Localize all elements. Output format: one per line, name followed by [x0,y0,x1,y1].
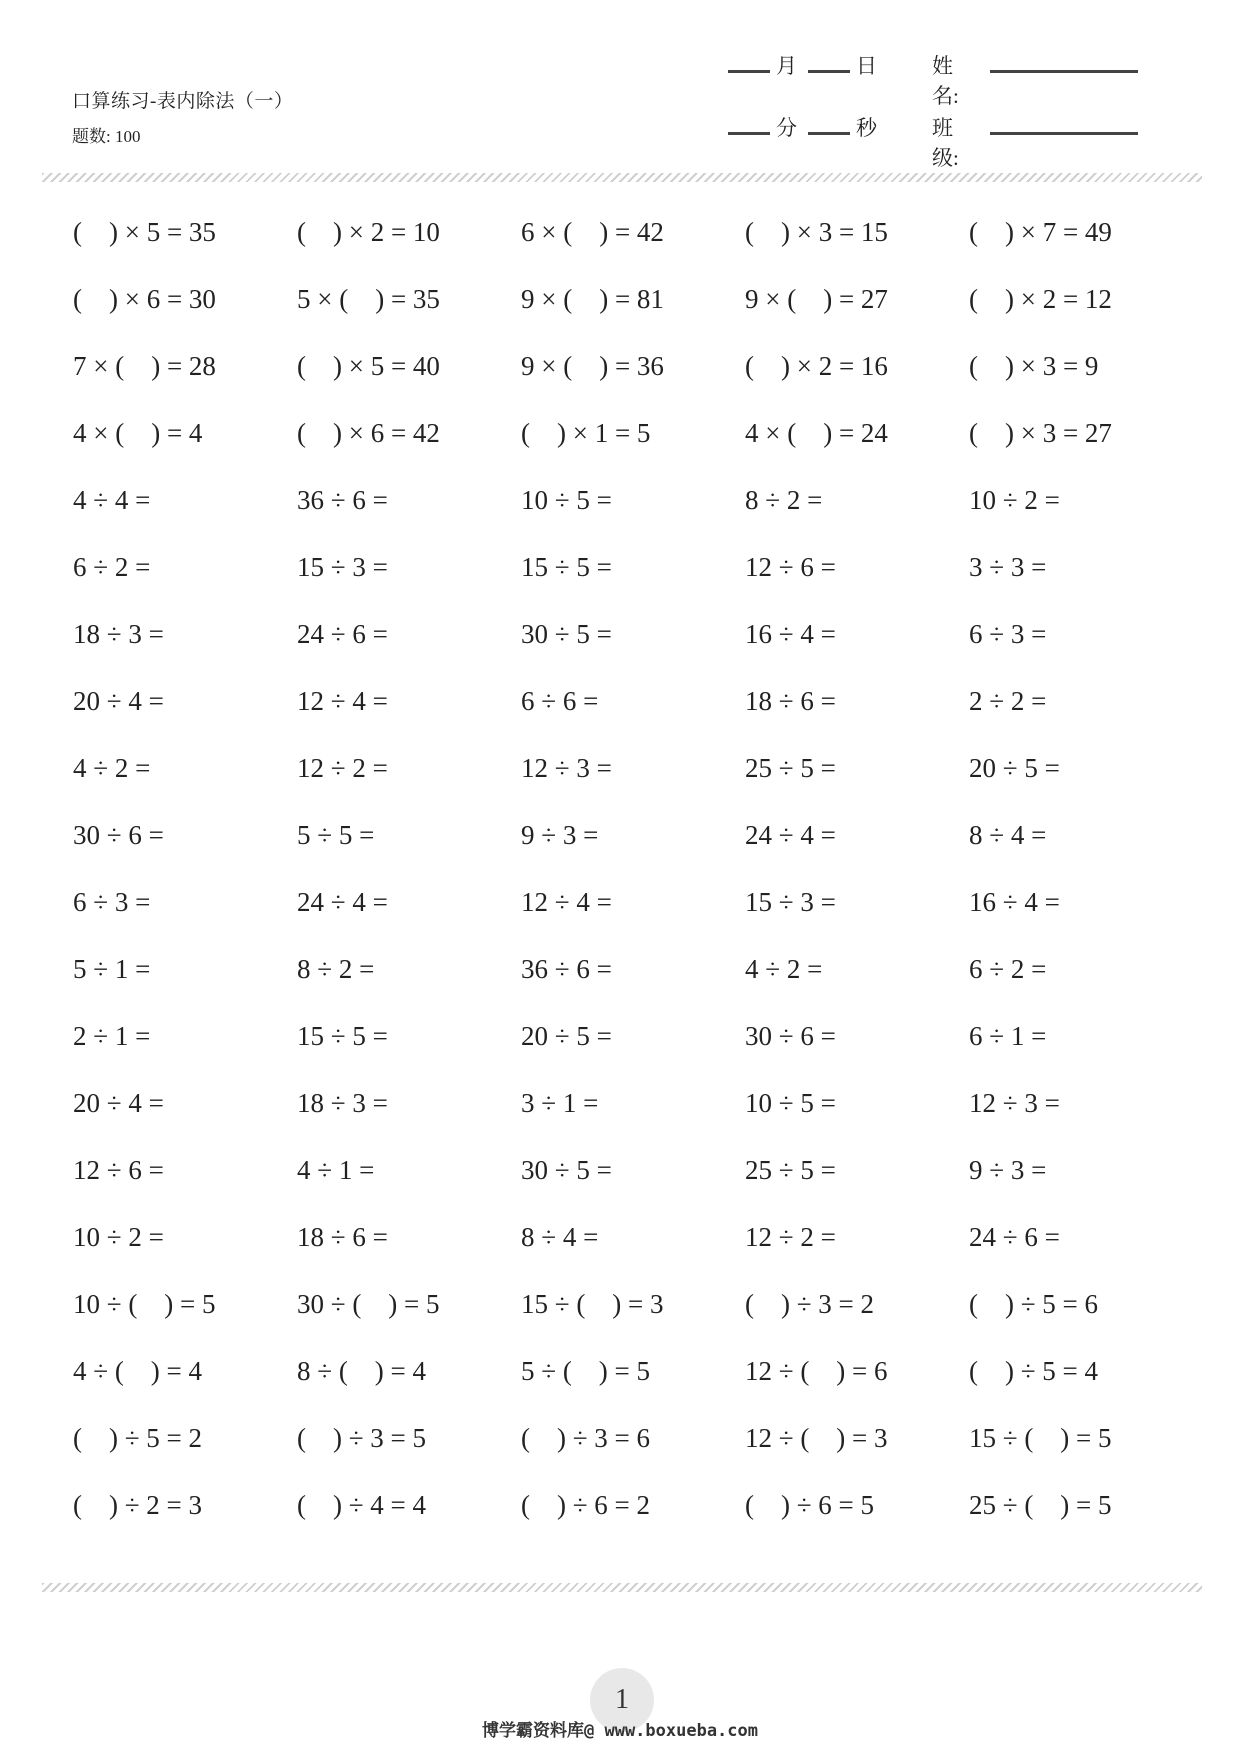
problem-item: 12 ÷ 6 = [73,1155,164,1185]
problem-item: 15 ÷ 3 = [745,887,836,917]
minute-label: 分 [776,116,797,140]
second-blank[interactable] [808,132,850,135]
problem-item: 12 ÷ 4 = [297,686,388,716]
problem-item: 12 ÷ ( ) = 3 [745,1423,888,1453]
problem-item: ( ) × 3 = 27 [969,418,1112,448]
problem-item: 5 ÷ 5 = [297,820,375,850]
problem-item: 24 ÷ 6 = [297,619,388,649]
problem-item: ( ) ÷ 3 = 2 [745,1289,875,1319]
problem-item: 10 ÷ 2 = [73,1222,164,1252]
problem-item: 25 ÷ 5 = [745,1155,836,1185]
problem-item: 6 ÷ 2 = [969,954,1047,984]
problem-item: 7 × ( ) = 28 [73,351,216,381]
watermark-footer: 博学霸资料库@ www.boxueba.com [482,1721,758,1741]
problem-item: 18 ÷ 3 = [297,1088,388,1118]
problem-item: ( ) ÷ 5 = 6 [969,1289,1099,1319]
name-label: 姓名: [932,54,959,108]
problem-item: 30 ÷ ( ) = 5 [297,1289,440,1319]
problem-item: 4 ÷ 2 = [73,753,151,783]
problem-item: 9 × ( ) = 36 [521,351,664,381]
problem-item: 12 ÷ 4 = [521,887,612,917]
month-blank[interactable] [728,70,770,73]
problem-item: 2 ÷ 1 = [73,1021,151,1051]
problem-item: ( ) × 3 = 15 [745,217,888,247]
problem-item: ( ) × 3 = 9 [969,351,1099,381]
problem-item: ( ) × 2 = 16 [745,351,888,381]
problem-item: 5 ÷ 1 = [73,954,151,984]
problem-item: 8 ÷ 2 = [297,954,375,984]
problem-item: 2 ÷ 2 = [969,686,1047,716]
class-blank[interactable] [990,132,1138,135]
name-blank[interactable] [990,70,1138,73]
problem-item: 4 ÷ 2 = [745,954,823,984]
problem-item: 20 ÷ 4 = [73,1088,164,1118]
problem-item: 18 ÷ 6 = [745,686,836,716]
problem-item: 3 ÷ 1 = [521,1088,599,1118]
problem-item: 8 ÷ 2 = [745,485,823,515]
problem-item: 12 ÷ 3 = [521,753,612,783]
problem-item: 10 ÷ 5 = [745,1088,836,1118]
problem-item: 18 ÷ 6 = [297,1222,388,1252]
problem-item: 24 ÷ 6 = [969,1222,1060,1252]
problem-item: 4 ÷ 1 = [297,1155,375,1185]
problem-item: 9 × ( ) = 81 [521,284,664,314]
day-blank[interactable] [808,70,850,73]
problem-item: 12 ÷ 2 = [745,1222,836,1252]
problem-item: ( ) × 2 = 12 [969,284,1112,314]
problem-item: 15 ÷ ( ) = 3 [521,1289,664,1319]
problem-item: 10 ÷ 2 = [969,485,1060,515]
problem-item: 12 ÷ ( ) = 6 [745,1356,888,1386]
top-divider [42,173,1202,182]
problem-item: 20 ÷ 5 = [521,1021,612,1051]
problem-item: ( ) ÷ 5 = 2 [73,1423,203,1453]
problem-item: 30 ÷ 6 = [745,1021,836,1051]
problem-item: 6 ÷ 6 = [521,686,599,716]
problem-item: ( ) ÷ 4 = 4 [297,1490,427,1520]
problem-item: 30 ÷ 5 = [521,1155,612,1185]
problem-item: 9 ÷ 3 = [969,1155,1047,1185]
problem-item: ( ) ÷ 6 = 2 [521,1490,651,1520]
problem-item: 4 × ( ) = 24 [745,418,888,448]
problem-item: 15 ÷ 5 = [521,552,612,582]
problem-item: 16 ÷ 4 = [969,887,1060,917]
problem-item: ( ) ÷ 3 = 5 [297,1423,427,1453]
class-label: 班级: [932,116,959,170]
problem-item: ( ) × 5 = 35 [73,217,216,247]
problem-item: 6 × ( ) = 42 [521,217,664,247]
problem-item: 4 ÷ ( ) = 4 [73,1356,203,1386]
problem-item: ( ) ÷ 5 = 4 [969,1356,1099,1386]
page-number: 1 [590,1668,654,1732]
day-label: 日 [856,54,877,78]
problem-item: 6 ÷ 1 = [969,1021,1047,1051]
problem-item: 12 ÷ 6 = [745,552,836,582]
problem-item: 8 ÷ 4 = [521,1222,599,1252]
problem-item: 25 ÷ ( ) = 5 [969,1490,1112,1520]
problem-item: 6 ÷ 2 = [73,552,151,582]
problem-item: 36 ÷ 6 = [521,954,612,984]
problem-item: 12 ÷ 2 = [297,753,388,783]
minute-blank[interactable] [728,132,770,135]
problem-item: 9 ÷ 3 = [521,820,599,850]
problem-item: 4 × ( ) = 4 [73,418,203,448]
problem-item: 15 ÷ 5 = [297,1021,388,1051]
problem-item: 15 ÷ 3 = [297,552,388,582]
problem-item: 30 ÷ 5 = [521,619,612,649]
problem-item: 18 ÷ 3 = [73,619,164,649]
problem-item: ( ) × 1 = 5 [521,418,651,448]
problem-item: ( ) × 6 = 30 [73,284,216,314]
problem-item: ( ) × 5 = 40 [297,351,440,381]
problem-item: ( ) × 2 = 10 [297,217,440,247]
problem-item: 12 ÷ 3 = [969,1088,1060,1118]
problem-item: ( ) × 6 = 42 [297,418,440,448]
problem-item: 10 ÷ 5 = [521,485,612,515]
problem-item: 10 ÷ ( ) = 5 [73,1289,216,1319]
bottom-divider [42,1583,1202,1592]
second-label: 秒 [856,116,877,140]
problem-item: ( ) ÷ 6 = 5 [745,1490,875,1520]
problem-item: 6 ÷ 3 = [73,887,151,917]
problem-item: ( ) ÷ 2 = 3 [73,1490,203,1520]
problem-item: 24 ÷ 4 = [745,820,836,850]
problem-count: 题数: 100 [72,127,141,146]
problem-item: 25 ÷ 5 = [745,753,836,783]
problem-item: 36 ÷ 6 = [297,485,388,515]
problem-item: 9 × ( ) = 27 [745,284,888,314]
problem-item: 24 ÷ 4 = [297,887,388,917]
problem-item: 3 ÷ 3 = [969,552,1047,582]
problem-item: 8 ÷ ( ) = 4 [297,1356,427,1386]
month-label: 月 [776,54,797,78]
problem-item: 30 ÷ 6 = [73,820,164,850]
problem-item: 15 ÷ ( ) = 5 [969,1423,1112,1453]
problem-item: 5 × ( ) = 35 [297,284,440,314]
problem-item: 8 ÷ 4 = [969,820,1047,850]
problem-item: ( ) ÷ 3 = 6 [521,1423,651,1453]
problem-item: 4 ÷ 4 = [73,485,151,515]
problem-item: 20 ÷ 4 = [73,686,164,716]
problem-item: 5 ÷ ( ) = 5 [521,1356,651,1386]
problem-item: 20 ÷ 5 = [969,753,1060,783]
problem-item: 6 ÷ 3 = [969,619,1047,649]
problem-item: 16 ÷ 4 = [745,619,836,649]
worksheet-title: 口算练习-表内除法（一） [72,91,294,112]
problem-item: ( ) × 7 = 49 [969,217,1112,247]
